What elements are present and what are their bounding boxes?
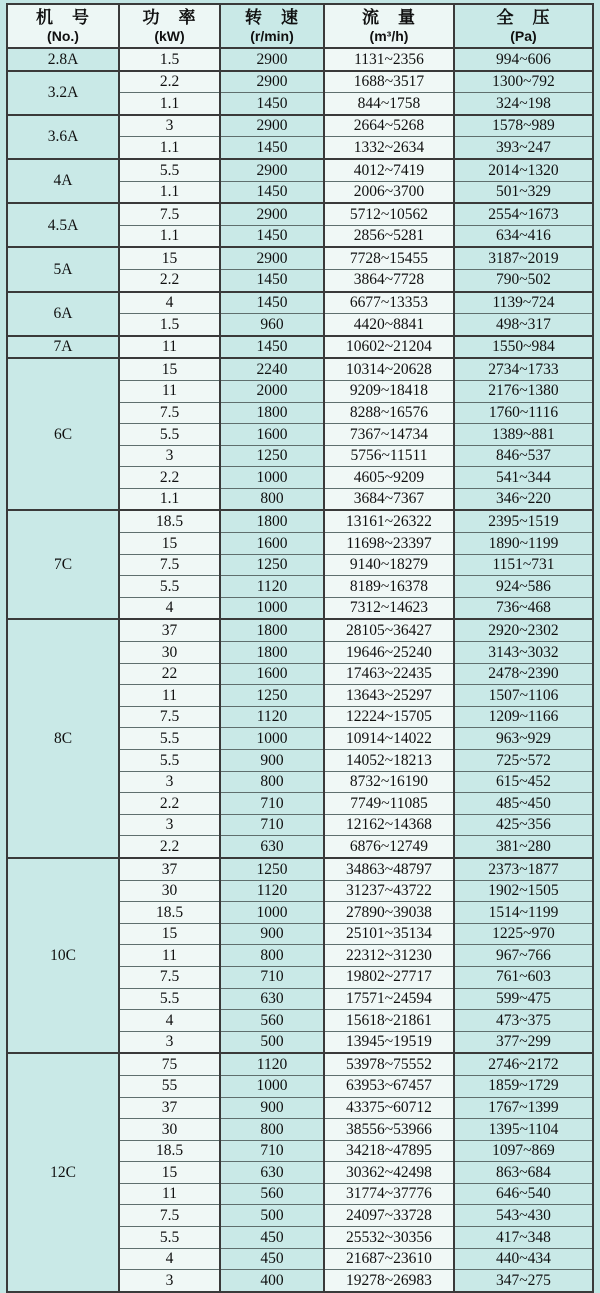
model-cell: 6C bbox=[7, 358, 119, 510]
power-cell: 4 bbox=[119, 597, 220, 619]
speed-cell: 2900 bbox=[220, 48, 324, 71]
speed-cell: 1450 bbox=[220, 181, 324, 203]
power-cell: 75 bbox=[119, 1053, 220, 1075]
power-cell: 4 bbox=[119, 1248, 220, 1270]
pressure-cell: 3143~3032 bbox=[454, 642, 593, 664]
pressure-cell: 1209~1166 bbox=[454, 706, 593, 728]
pressure-cell: 2554~1673 bbox=[454, 203, 593, 225]
flow-cell: 19646~25240 bbox=[324, 642, 454, 664]
flow-cell: 27890~39038 bbox=[324, 902, 454, 924]
speed-cell: 1450 bbox=[220, 336, 324, 359]
speed-cell: 1450 bbox=[220, 292, 324, 314]
power-cell: 22 bbox=[119, 663, 220, 685]
flow-cell: 17463~22435 bbox=[324, 663, 454, 685]
pressure-cell: 761~603 bbox=[454, 966, 593, 988]
power-cell: 5.5 bbox=[119, 576, 220, 598]
pressure-cell: 963~929 bbox=[454, 728, 593, 750]
power-cell: 2.2 bbox=[119, 836, 220, 858]
power-cell: 7.5 bbox=[119, 554, 220, 576]
pressure-cell: 2920~2302 bbox=[454, 619, 593, 641]
pressure-cell: 634~416 bbox=[454, 225, 593, 247]
power-cell: 11 bbox=[119, 336, 220, 359]
power-cell: 4 bbox=[119, 1010, 220, 1032]
pressure-cell: 485~450 bbox=[454, 793, 593, 815]
model-cell: 5A bbox=[7, 247, 119, 291]
pressure-cell: 1139~724 bbox=[454, 292, 593, 314]
speed-cell: 1450 bbox=[220, 225, 324, 247]
speed-cell: 2900 bbox=[220, 115, 324, 137]
power-cell: 1.1 bbox=[119, 137, 220, 159]
power-cell: 1.1 bbox=[119, 181, 220, 203]
speed-cell: 1450 bbox=[220, 93, 324, 115]
power-cell: 3 bbox=[119, 445, 220, 467]
model-cell: 10C bbox=[7, 858, 119, 1053]
speed-cell: 1450 bbox=[220, 137, 324, 159]
flow-cell: 4012~7419 bbox=[324, 159, 454, 181]
flow-cell: 6876~12749 bbox=[324, 836, 454, 858]
speed-cell: 1000 bbox=[220, 1075, 324, 1097]
flow-cell: 7312~14623 bbox=[324, 597, 454, 619]
table-row bbox=[7, 159, 593, 181]
power-cell: 15 bbox=[119, 358, 220, 380]
power-cell: 18.5 bbox=[119, 1140, 220, 1162]
flow-cell: 3684~7367 bbox=[324, 488, 454, 510]
power-cell: 11 bbox=[119, 1183, 220, 1205]
flow-cell: 12162~14368 bbox=[324, 814, 454, 836]
pressure-cell: 790~502 bbox=[454, 269, 593, 291]
power-cell: 7.5 bbox=[119, 1205, 220, 1227]
pressure-cell: 377~299 bbox=[454, 1031, 593, 1053]
power-cell: 5.5 bbox=[119, 159, 220, 181]
power-cell: 2.2 bbox=[119, 793, 220, 815]
header-pressure-unit: (Pa) bbox=[510, 27, 537, 44]
flow-cell: 43375~60712 bbox=[324, 1097, 454, 1119]
speed-cell: 1250 bbox=[220, 685, 324, 707]
pressure-cell: 1767~1399 bbox=[454, 1097, 593, 1119]
fan-spec-table bbox=[6, 3, 594, 1293]
speed-cell: 1250 bbox=[220, 554, 324, 576]
speed-cell: 1120 bbox=[220, 1053, 324, 1075]
power-cell: 11 bbox=[119, 685, 220, 707]
pressure-cell: 498~317 bbox=[454, 314, 593, 336]
flow-cell: 10914~14022 bbox=[324, 728, 454, 750]
power-cell: 7.5 bbox=[119, 402, 220, 424]
pressure-cell: 846~537 bbox=[454, 445, 593, 467]
header-pressure-title: 全 压 bbox=[496, 8, 551, 28]
table-row bbox=[7, 48, 593, 71]
speed-cell: 1120 bbox=[220, 576, 324, 598]
flow-cell: 15618~21861 bbox=[324, 1010, 454, 1032]
model-cell: 12C bbox=[7, 1053, 119, 1292]
flow-cell: 19802~27717 bbox=[324, 966, 454, 988]
speed-cell: 1000 bbox=[220, 728, 324, 750]
pressure-cell: 2395~1519 bbox=[454, 510, 593, 532]
flow-cell: 28105~36427 bbox=[324, 619, 454, 641]
pressure-cell: 2734~1733 bbox=[454, 358, 593, 380]
header-model-title: 机 号 bbox=[36, 8, 90, 28]
table-row bbox=[7, 115, 593, 137]
pressure-cell: 1550~984 bbox=[454, 336, 593, 359]
flow-cell: 17571~24594 bbox=[324, 988, 454, 1010]
power-cell: 3 bbox=[119, 1270, 220, 1292]
power-cell: 55 bbox=[119, 1075, 220, 1097]
speed-cell: 2240 bbox=[220, 358, 324, 380]
speed-cell: 2900 bbox=[220, 247, 324, 269]
speed-cell: 1800 bbox=[220, 510, 324, 532]
pressure-cell: 1890~1199 bbox=[454, 533, 593, 555]
power-cell: 4 bbox=[119, 292, 220, 314]
speed-cell: 630 bbox=[220, 836, 324, 858]
speed-cell: 900 bbox=[220, 1097, 324, 1119]
flow-cell: 19278~26983 bbox=[324, 1270, 454, 1292]
flow-cell: 3864~7728 bbox=[324, 269, 454, 291]
pressure-cell: 646~540 bbox=[454, 1183, 593, 1205]
power-cell: 7.5 bbox=[119, 966, 220, 988]
model-cell: 4.5A bbox=[7, 203, 119, 247]
speed-cell: 2900 bbox=[220, 203, 324, 225]
power-cell: 1.5 bbox=[119, 314, 220, 336]
flow-cell: 9140~18279 bbox=[324, 554, 454, 576]
flow-cell: 13643~25297 bbox=[324, 685, 454, 707]
flow-cell: 10602~21204 bbox=[324, 336, 454, 359]
flow-cell: 5756~11511 bbox=[324, 445, 454, 467]
table-header bbox=[7, 4, 593, 48]
power-cell: 7.5 bbox=[119, 203, 220, 225]
speed-cell: 1250 bbox=[220, 858, 324, 880]
header-speed bbox=[220, 4, 324, 48]
header-flow-unit: (m³/h) bbox=[369, 27, 409, 44]
header-model-unit: (No.) bbox=[47, 27, 79, 44]
power-cell: 5.5 bbox=[119, 750, 220, 772]
table-row bbox=[7, 510, 593, 532]
header-speed-title: 转 速 bbox=[245, 8, 299, 28]
table-row bbox=[7, 247, 593, 269]
pressure-cell: 2176~1380 bbox=[454, 380, 593, 402]
speed-cell: 400 bbox=[220, 1270, 324, 1292]
power-cell: 37 bbox=[119, 619, 220, 641]
pressure-cell: 440~434 bbox=[454, 1248, 593, 1270]
flow-cell: 25532~30356 bbox=[324, 1227, 454, 1249]
speed-cell: 1600 bbox=[220, 663, 324, 685]
flow-cell: 21687~23610 bbox=[324, 1248, 454, 1270]
flow-cell: 4605~9209 bbox=[324, 467, 454, 489]
pressure-cell: 994~606 bbox=[454, 48, 593, 71]
flow-cell: 13161~26322 bbox=[324, 510, 454, 532]
pressure-cell: 725~572 bbox=[454, 750, 593, 772]
speed-cell: 960 bbox=[220, 314, 324, 336]
power-cell: 3 bbox=[119, 771, 220, 793]
flow-cell: 25101~35134 bbox=[324, 923, 454, 945]
speed-cell: 560 bbox=[220, 1183, 324, 1205]
flow-cell: 2664~5268 bbox=[324, 115, 454, 137]
pressure-cell: 967~766 bbox=[454, 945, 593, 967]
power-cell: 2.2 bbox=[119, 71, 220, 93]
pressure-cell: 1902~1505 bbox=[454, 880, 593, 902]
flow-cell: 34863~48797 bbox=[324, 858, 454, 880]
power-cell: 30 bbox=[119, 880, 220, 902]
speed-cell: 1250 bbox=[220, 445, 324, 467]
pressure-cell: 425~356 bbox=[454, 814, 593, 836]
pressure-cell: 393~247 bbox=[454, 137, 593, 159]
power-cell: 2.2 bbox=[119, 269, 220, 291]
speed-cell: 710 bbox=[220, 1140, 324, 1162]
flow-cell: 4420~8841 bbox=[324, 314, 454, 336]
speed-cell: 800 bbox=[220, 1119, 324, 1141]
speed-cell: 1000 bbox=[220, 467, 324, 489]
speed-cell: 450 bbox=[220, 1227, 324, 1249]
flow-cell: 31774~37776 bbox=[324, 1183, 454, 1205]
speed-cell: 1120 bbox=[220, 880, 324, 902]
table-row bbox=[7, 292, 593, 314]
power-cell: 1.1 bbox=[119, 488, 220, 510]
pressure-cell: 347~275 bbox=[454, 1270, 593, 1292]
pressure-cell: 1859~1729 bbox=[454, 1075, 593, 1097]
flow-cell: 10314~20628 bbox=[324, 358, 454, 380]
pressure-cell: 381~280 bbox=[454, 836, 593, 858]
flow-cell: 9209~18418 bbox=[324, 380, 454, 402]
pressure-cell: 2746~2172 bbox=[454, 1053, 593, 1075]
flow-cell: 8732~16190 bbox=[324, 771, 454, 793]
pressure-cell: 924~586 bbox=[454, 576, 593, 598]
power-cell: 11 bbox=[119, 945, 220, 967]
speed-cell: 900 bbox=[220, 923, 324, 945]
power-cell: 30 bbox=[119, 642, 220, 664]
speed-cell: 1000 bbox=[220, 902, 324, 924]
header-flow bbox=[324, 4, 454, 48]
model-cell: 4A bbox=[7, 159, 119, 203]
flow-cell: 31237~43722 bbox=[324, 880, 454, 902]
model-cell: 7C bbox=[7, 510, 119, 619]
speed-cell: 630 bbox=[220, 988, 324, 1010]
table-row bbox=[7, 336, 593, 359]
flow-cell: 14052~18213 bbox=[324, 750, 454, 772]
flow-cell: 1131~2356 bbox=[324, 48, 454, 71]
power-cell: 30 bbox=[119, 1119, 220, 1141]
power-cell: 15 bbox=[119, 533, 220, 555]
pressure-cell: 2478~2390 bbox=[454, 663, 593, 685]
power-cell: 1.5 bbox=[119, 48, 220, 71]
speed-cell: 1600 bbox=[220, 533, 324, 555]
power-cell: 5.5 bbox=[119, 1227, 220, 1249]
header-power-unit: (kW) bbox=[154, 27, 185, 44]
speed-cell: 560 bbox=[220, 1010, 324, 1032]
flow-cell: 22312~31230 bbox=[324, 945, 454, 967]
speed-cell: 800 bbox=[220, 771, 324, 793]
speed-cell: 710 bbox=[220, 793, 324, 815]
pressure-cell: 1514~1199 bbox=[454, 902, 593, 924]
speed-cell: 2000 bbox=[220, 380, 324, 402]
power-cell: 3 bbox=[119, 115, 220, 137]
speed-cell: 710 bbox=[220, 814, 324, 836]
flow-cell: 1332~2634 bbox=[324, 137, 454, 159]
header-power bbox=[119, 4, 220, 48]
flow-cell: 38556~53966 bbox=[324, 1119, 454, 1141]
power-cell: 3 bbox=[119, 814, 220, 836]
model-cell: 7A bbox=[7, 336, 119, 359]
speed-cell: 1450 bbox=[220, 269, 324, 291]
pressure-cell: 736~468 bbox=[454, 597, 593, 619]
header-power-title: 功 率 bbox=[142, 8, 197, 28]
power-cell: 1.1 bbox=[119, 93, 220, 115]
model-cell: 6A bbox=[7, 292, 119, 336]
speed-cell: 800 bbox=[220, 488, 324, 510]
pressure-cell: 1300~792 bbox=[454, 71, 593, 93]
power-cell: 1.1 bbox=[119, 225, 220, 247]
power-cell: 18.5 bbox=[119, 510, 220, 532]
flow-cell: 12224~15705 bbox=[324, 706, 454, 728]
model-cell: 2.8A bbox=[7, 48, 119, 71]
power-cell: 37 bbox=[119, 1097, 220, 1119]
flow-cell: 7749~11085 bbox=[324, 793, 454, 815]
pressure-cell: 1760~1116 bbox=[454, 402, 593, 424]
power-cell: 2.2 bbox=[119, 467, 220, 489]
pressure-cell: 2014~1320 bbox=[454, 159, 593, 181]
table-row bbox=[7, 1053, 593, 1075]
speed-cell: 450 bbox=[220, 1248, 324, 1270]
flow-cell: 2856~5281 bbox=[324, 225, 454, 247]
pressure-cell: 1578~989 bbox=[454, 115, 593, 137]
pressure-cell: 1389~881 bbox=[454, 424, 593, 446]
speed-cell: 710 bbox=[220, 966, 324, 988]
speed-cell: 500 bbox=[220, 1205, 324, 1227]
model-cell: 3.6A bbox=[7, 115, 119, 159]
pressure-cell: 1395~1104 bbox=[454, 1119, 593, 1141]
power-cell: 5.5 bbox=[119, 988, 220, 1010]
flow-cell: 53978~75552 bbox=[324, 1053, 454, 1075]
table-row bbox=[7, 858, 593, 880]
table-row bbox=[7, 203, 593, 225]
speed-cell: 900 bbox=[220, 750, 324, 772]
flow-cell: 2006~3700 bbox=[324, 181, 454, 203]
speed-cell: 1600 bbox=[220, 424, 324, 446]
flow-cell: 24097~33728 bbox=[324, 1205, 454, 1227]
power-cell: 15 bbox=[119, 1162, 220, 1184]
power-cell: 5.5 bbox=[119, 728, 220, 750]
flow-cell: 8189~16378 bbox=[324, 576, 454, 598]
flow-cell: 7367~14734 bbox=[324, 424, 454, 446]
table-row bbox=[7, 71, 593, 93]
flow-cell: 6677~13353 bbox=[324, 292, 454, 314]
table-row bbox=[7, 358, 593, 380]
header-speed-unit: (r/min) bbox=[250, 27, 294, 44]
pressure-cell: 1151~731 bbox=[454, 554, 593, 576]
pressure-cell: 541~344 bbox=[454, 467, 593, 489]
power-cell: 37 bbox=[119, 858, 220, 880]
pressure-cell: 417~348 bbox=[454, 1227, 593, 1249]
pressure-cell: 501~329 bbox=[454, 181, 593, 203]
table-body bbox=[7, 48, 593, 1292]
pressure-cell: 3187~2019 bbox=[454, 247, 593, 269]
speed-cell: 1800 bbox=[220, 402, 324, 424]
model-cell: 8C bbox=[7, 619, 119, 858]
pressure-cell: 863~684 bbox=[454, 1162, 593, 1184]
flow-cell: 1688~3517 bbox=[324, 71, 454, 93]
pressure-cell: 346~220 bbox=[454, 488, 593, 510]
pressure-cell: 615~452 bbox=[454, 771, 593, 793]
header-model bbox=[7, 4, 119, 48]
flow-cell: 7728~15455 bbox=[324, 247, 454, 269]
flow-cell: 5712~10562 bbox=[324, 203, 454, 225]
fan-specification-sheet bbox=[6, 3, 594, 1293]
flow-cell: 34218~47895 bbox=[324, 1140, 454, 1162]
table-row bbox=[7, 619, 593, 641]
model-cell: 3.2A bbox=[7, 71, 119, 115]
speed-cell: 1000 bbox=[220, 597, 324, 619]
pressure-cell: 1097~869 bbox=[454, 1140, 593, 1162]
pressure-cell: 1225~970 bbox=[454, 923, 593, 945]
flow-cell: 13945~19519 bbox=[324, 1031, 454, 1053]
speed-cell: 500 bbox=[220, 1031, 324, 1053]
header-pressure bbox=[454, 4, 593, 48]
pressure-cell: 2373~1877 bbox=[454, 858, 593, 880]
speed-cell: 1120 bbox=[220, 706, 324, 728]
speed-cell: 2900 bbox=[220, 71, 324, 93]
header-flow-title: 流 量 bbox=[362, 8, 416, 28]
power-cell: 5.5 bbox=[119, 424, 220, 446]
power-cell: 15 bbox=[119, 923, 220, 945]
power-cell: 18.5 bbox=[119, 902, 220, 924]
flow-cell: 63953~67457 bbox=[324, 1075, 454, 1097]
pressure-cell: 324~198 bbox=[454, 93, 593, 115]
flow-cell: 11698~23397 bbox=[324, 533, 454, 555]
speed-cell: 1800 bbox=[220, 619, 324, 641]
pressure-cell: 599~475 bbox=[454, 988, 593, 1010]
flow-cell: 844~1758 bbox=[324, 93, 454, 115]
power-cell: 15 bbox=[119, 247, 220, 269]
speed-cell: 800 bbox=[220, 945, 324, 967]
pressure-cell: 1507~1106 bbox=[454, 685, 593, 707]
speed-cell: 1800 bbox=[220, 642, 324, 664]
pressure-cell: 543~430 bbox=[454, 1205, 593, 1227]
flow-cell: 8288~16576 bbox=[324, 402, 454, 424]
speed-cell: 630 bbox=[220, 1162, 324, 1184]
flow-cell: 30362~42498 bbox=[324, 1162, 454, 1184]
power-cell: 11 bbox=[119, 380, 220, 402]
power-cell: 3 bbox=[119, 1031, 220, 1053]
speed-cell: 2900 bbox=[220, 159, 324, 181]
pressure-cell: 473~375 bbox=[454, 1010, 593, 1032]
power-cell: 7.5 bbox=[119, 706, 220, 728]
